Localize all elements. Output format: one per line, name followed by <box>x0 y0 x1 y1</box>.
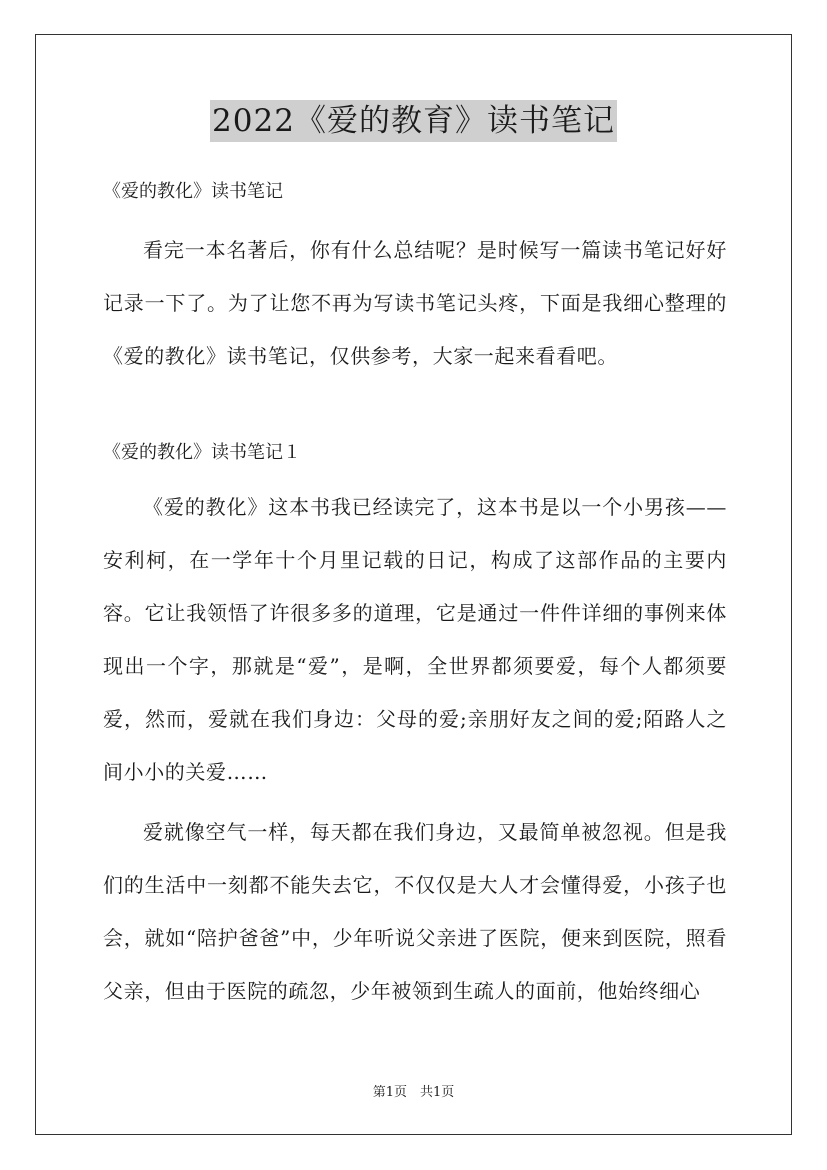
page-number: 第1页 共1页 <box>372 1085 455 1100</box>
body-paragraph-2: 爱就像空气一样，每天都在我们身边，又最简单被忽视。但是我们的生活中一刻都不能失去它，不仅仅是大人才会懂得爱，小孩子也会，就如“陪护爸爸”中，少年听说父亲进了医院，便来到医院，照看父亲，但由于医院的疏忽，少年被领到生疏人的面前，他始终细心 <box>103 820 727 1003</box>
subtitle-heading: 《爱的教化》读书笔记 <box>103 181 283 202</box>
body-paragraph-1: 《爱的教化》这本书我已经读完了，这本书是以一个小男孩——安利柯，在一学年十个月里记载的日记，构成了这部作品的主要内容。它让我领悟了许很多多的道理，它是通过一件件详细的事例来体现出一个字，那就是“爱”，是啊，全世界都须要爱，每个人都须要爱，然而，爱就在我们身边：父母的爱;亲朋好友之间的爱;陌路人之间小小的关爱…… <box>103 495 727 784</box>
document-title-text: 2022《爱的教育》读书笔记 <box>210 100 617 142</box>
section-heading: 《爱的教化》读书笔记１ <box>103 442 301 463</box>
page-footer <box>0 1085 827 1101</box>
document-title <box>0 100 827 142</box>
document-body <box>103 170 727 1018</box>
intro-paragraph: 看完一本名著后，你有什么总结呢？是时候写一篇读书笔记好好记录一下了。为了让您不再为写读书笔记头疼，下面是我细心整理的《爱的教化》读书笔记，仅供参考，大家一起来看看吧。 <box>103 238 727 368</box>
